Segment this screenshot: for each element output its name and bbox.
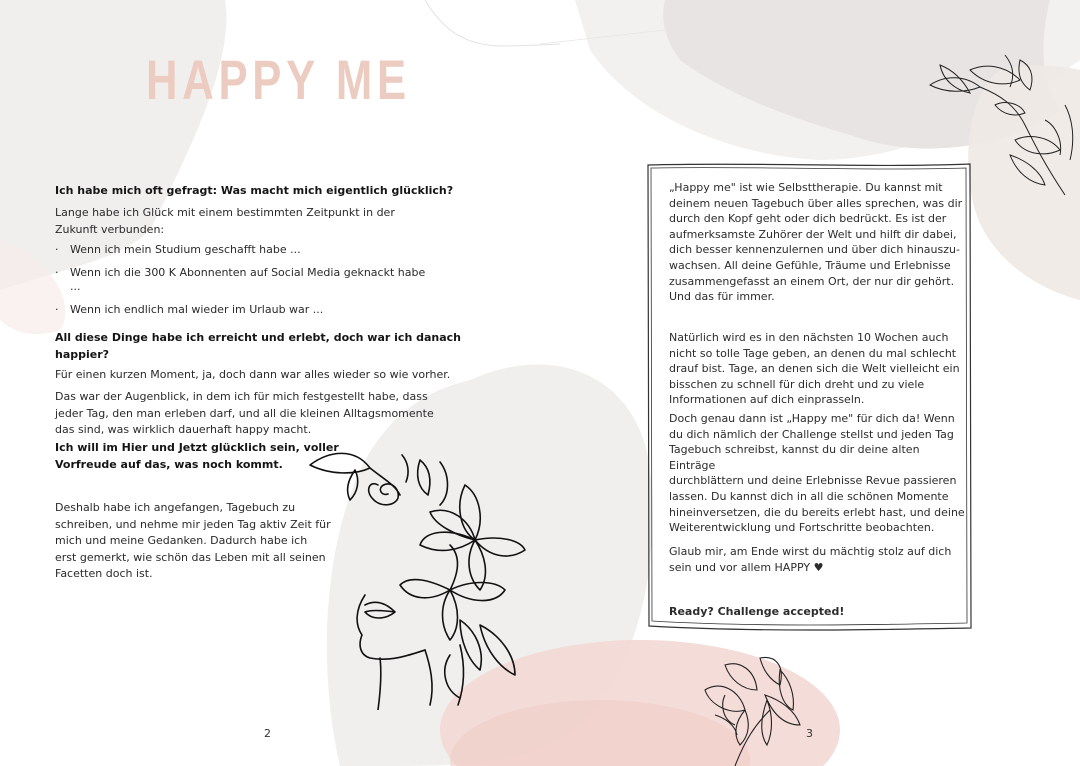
paragraph-line: hineinversetzen, die du bereits erlebt hast, und deine — [669, 505, 965, 519]
heading-happier — [55, 330, 461, 363]
list-item — [55, 266, 435, 294]
face-flowers-line-art-icon — [300, 440, 540, 710]
paragraph-line: Das war der Augenblick, in dem ich für mich festgestellt habe, dass — [55, 390, 428, 403]
paragraph-line: das sind, was wirklich dauerhaft happy macht. — [55, 423, 312, 436]
botanical-sprig-bottom-icon — [695, 650, 815, 766]
emphasis-statement — [55, 440, 339, 473]
bullet-icon: · — [55, 266, 59, 279]
bullet-text: Wenn ich endlich mal wieder im Urlaub war ... — [70, 303, 324, 316]
intro-line: Lange habe ich Glück mit einem bestimmten Zeitpunkt in der — [55, 206, 395, 219]
paragraph-line: nicht so tolle Tage geben, an denen du mal schlecht — [669, 346, 957, 360]
closing-statement: Ready? Challenge accepted! — [669, 605, 845, 618]
heading-line: happier? — [55, 347, 110, 361]
intro-paragraph — [55, 205, 395, 238]
page-title: HAPPY ME — [146, 48, 411, 111]
right-page — [540, 0, 1080, 766]
paragraph-line: Informationen auf dich einprasseln. — [669, 393, 865, 407]
paragraph-line: mich und meine Gedanken. Dadurch habe ich — [55, 534, 308, 547]
frame-paragraph-weeks — [669, 330, 969, 408]
bullet-icon: · — [55, 303, 59, 316]
frame-paragraph-intro — [669, 180, 969, 305]
bullet-text: Wenn ich die 300 K Abonnenten auf Social Media geknackt habe ... — [70, 266, 426, 293]
paragraph-augenblick — [55, 389, 434, 439]
list-item — [55, 303, 435, 317]
paragraph-line: durchblättern und deine Erlebnisse Revue passieren — [669, 474, 957, 488]
paragraph-line: sein und vor allem HAPPY ♥ — [669, 560, 824, 574]
paragraph-line: Weiterentwicklung und Fortschritte beobachten. — [669, 521, 935, 535]
paragraph-line: aufmerksamste Zuhörer der Welt und hilft dir dabei, — [669, 227, 957, 241]
emphasis-line: Vorfreude auf das, was noch kommt. — [55, 457, 283, 471]
heading-question: Ich habe mich oft gefragt: Was macht mich eigentlich glücklich? — [55, 184, 454, 197]
bullet-text: Wenn ich mein Studium geschafft habe ... — [70, 243, 301, 256]
paragraph-line: Tagebuch schreibst, kannst du dir deine alten Einträge — [669, 443, 920, 472]
paragraph-line: dich besser kennenzulernen und über dich hinauszu- — [669, 243, 960, 257]
paragraph-line: Doch genau dann ist „Happy me" für dich da! Wenn — [669, 412, 955, 425]
paragraph-line: „Happy me" ist wie Selbsttherapie. Du kannst mit — [669, 181, 943, 194]
paragraph-line: deinem neuen Tagebuch über alles sprechen, was dir — [669, 196, 963, 210]
paragraph-line: Und das für immer. — [669, 290, 775, 304]
paragraph-line: bisschen zu schnell für dich dreht und zu viele — [669, 377, 925, 391]
paragraph-tagebuch — [55, 500, 331, 583]
heading-line: All diese Dinge habe ich erreicht und erlebt, doch war ich danach — [55, 331, 462, 344]
paragraph-line: wachsen. All deine Gefühle, Träume und Erlebnisse — [669, 258, 951, 272]
paragraph-line: zusammengefasst an einem Ort, der nur dir gehört. — [669, 274, 955, 288]
botanical-branch-top-icon — [925, 45, 1080, 215]
paragraph-line: durch den Kopf geht oder dich bedrückt. Es ist der — [669, 212, 947, 226]
frame-paragraph-proud — [669, 544, 969, 575]
paragraph-line: drauf bist. Tage, an denen sich die Welt vielleicht ein — [669, 362, 960, 376]
bullet-icon: · — [55, 243, 59, 256]
paragraph-line: jeder Tag, den man erleben darf, und all die kleinen Alltagsmomente — [55, 406, 434, 420]
paragraph-moment: Für einen kurzen Moment, ja, doch dann war alles wieder so wie vorher. — [55, 368, 451, 381]
bullet-list — [55, 243, 435, 326]
paragraph-line: schreiben, und nehme mir jeden Tag aktiv Zeit für — [55, 517, 331, 531]
intro-line: Zukunft verbunden: — [55, 222, 165, 236]
paragraph-line: Natürlich wird es in den nächsten 10 Wochen auch — [669, 331, 949, 344]
paragraph-line: lassen. Du kannst dich in all die schönen Momente — [669, 489, 949, 503]
list-item — [55, 243, 435, 257]
page-number: 2 — [264, 727, 271, 740]
emphasis-line: Ich will im Hier und Jetzt glücklich sein, voller — [55, 441, 339, 454]
page-number: 3 — [806, 727, 813, 740]
paragraph-line: Deshalb habe ich angefangen, Tagebuch zu — [55, 501, 296, 514]
paragraph-line: Facetten doch ist. — [55, 567, 153, 580]
frame-paragraph-challenge — [669, 411, 969, 536]
paragraph-line: Glaub mir, am Ende wirst du mächtig stolz auf dich — [669, 545, 952, 558]
paragraph-line: erst gemerkt, wie schön das Leben mit all seinen — [55, 550, 326, 564]
paragraph-line: du dich nämlich der Challenge stellst und jeden Tag — [669, 427, 954, 441]
